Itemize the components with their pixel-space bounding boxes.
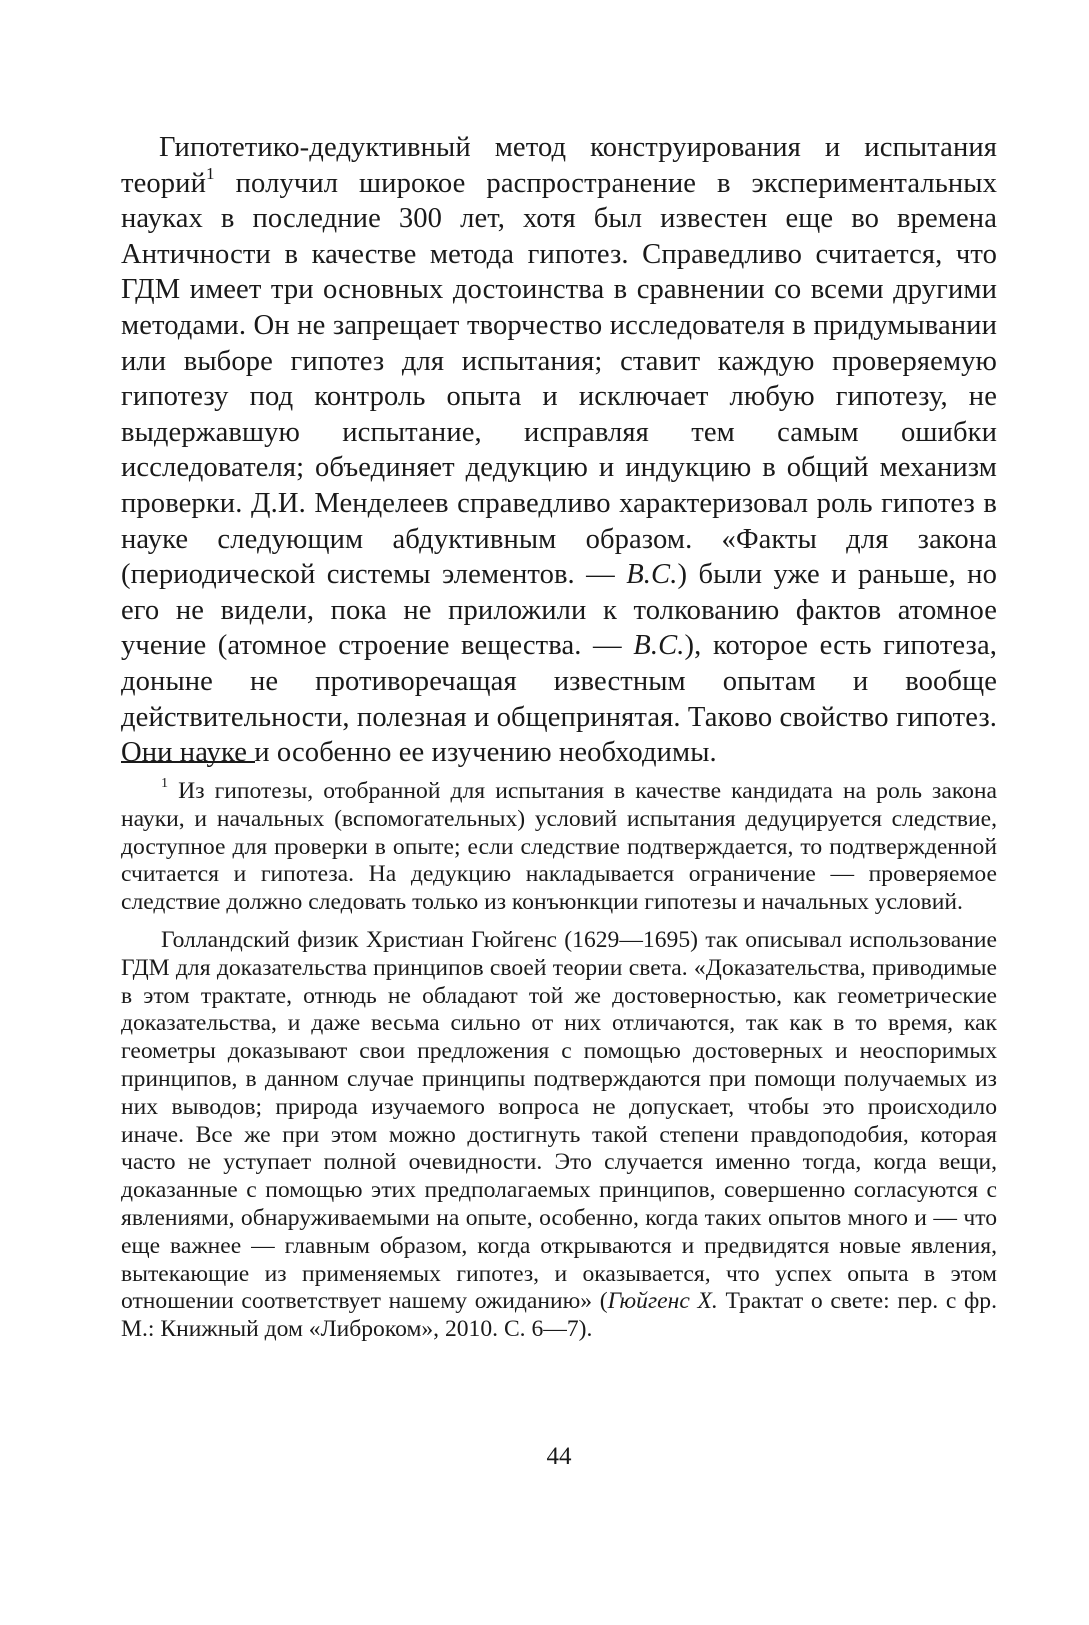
main-text-part3: ) были уже и раньше, но его не видели, пока не приложили к толкованию фактов атомное учение (атомное строение вещества. — bbox=[121, 559, 997, 662]
footnote-divider bbox=[121, 761, 255, 763]
main-text-part1: Гипотетико-дедуктивный метод конструирования и испытания теорий bbox=[121, 132, 997, 199]
page-number: 44 bbox=[546, 1443, 572, 1470]
main-text-part2: получил широкое распространение в экспериментальных науках в последние 300 лет, хотя был известен еще во времена Античности в качестве метода гипотез. Справедливо считается, что ГДМ имеет три основных достоинства в сравнении со всеми другими методами. Он не запрещает творчество исследователя в придумывании или выборе гипотез для испытания; ставит каждую проверяемую гипотезу под контроль опыта и исключает любую гипотезу, не выдержавшую испытание, исправляя тем самым ошибки исследователя; объединяет дедукцию и индукцию в общий механизм проверки. Д.И. Менделеев справедливо характеризовал роль гипотез в науке следующим абдуктивным образом. «Факты для закона (периодической системы элементов. — bbox=[121, 167, 997, 591]
footnote-number: 1 bbox=[161, 775, 169, 792]
main-paragraph bbox=[121, 130, 997, 771]
main-text-part4: ), которое есть гипотеза, доныне не противоречащая известным опытам и вообще действительности, полезная и общепринятая. Таково свойство гипотез. Они науке и особенно ее изучению необходимы. bbox=[121, 630, 997, 769]
footnote-paragraph-huygens bbox=[121, 927, 997, 1344]
citation-author: Гюйгенс Х. bbox=[607, 1288, 718, 1315]
book-page bbox=[121, 130, 997, 1470]
footnote-paragraph bbox=[121, 775, 997, 917]
footnote-text: Из гипотезы, отобранной для испытания в качестве кандидата на роль закона науки, и начальных (вспомогательных) условий испытания дедуцируется следствие, доступное для проверки в опыте; если следствие подтверждается, то подтвержденной считается и гипотеза. На дедукцию накладывается ограничение — проверяемое следствие должно следовать только из конъюнкции гипотезы и начальных условий. bbox=[121, 778, 997, 916]
citation-source: Трактат о свете: пер. с фр. М.: Книжный дом «Либроком», 2010. С. 6—7). bbox=[121, 1288, 997, 1343]
footnote-section bbox=[121, 775, 997, 1344]
footnote-huygens-text: Голландский физик Христиан Гюйгенс (1629—1695) так описывал использование ГДМ для доказательства принципов своей теории света. «Доказательства, приводимые в этом трактате, отнюдь не обладают той же достоверностью, как геометрические доказательства, и даже весьма сильно от них отличаются, так как в то время, как геометры доказывают свои предложения с помощью достоверных и неоспоримых принципов, в данном случае принципы подтверждаются при помощи получаемых из них выводов; природа изучаемого вопроса не допускает, чтобы это происходило иначе. Все же при этом можно достигнуть такой степени правдоподобия, которая часто не уступает полной очевидности. Это случается именно тогда, когда вещи, доказанные с помощью этих предполагаемых принципов, совершенно согласуются с явлениями, обнаруживаемыми на опыте, особенно, когда таких опытов много и — что еще важнее — главным образом, когда открываются и предвидятся новые явления, вытекающие из применяемых гипотез, и оказывается, что успех опыта в этом отношении соответствует нашему ожиданию» ( bbox=[121, 926, 997, 1315]
footnote-reference: 1 bbox=[206, 164, 215, 184]
author-initials: В.С. bbox=[633, 630, 685, 662]
author-initials: В.С. bbox=[626, 559, 678, 591]
